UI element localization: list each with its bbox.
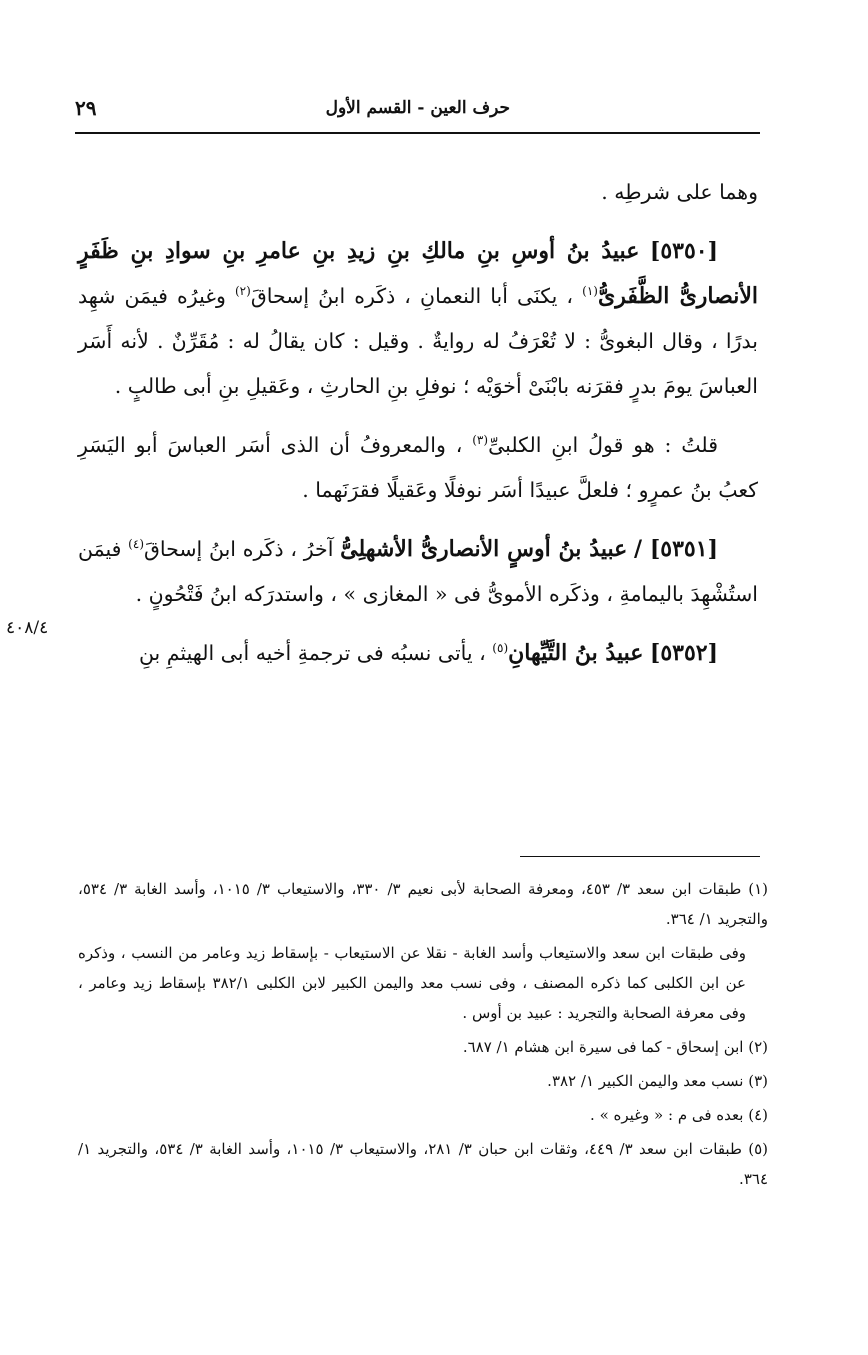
entry-text: وغيرُه فيمَن شهِد بدرًا ، وقال البغوىُّ : لا تُعْرَفُ له روايةٌ . وقيل : كان يقالُ له : مُقَرِّنٌ . لأنه أَسَر العباسَ يومَ بدرٍ فقرَنه بابْنَىْ أخوَيْه ؛ نوفلِ بنِ الحارثِ ، وعَقيلِ بنِ أبى طالبٍ .	[78, 284, 758, 398]
entry-name: عبيدُ بنُ أوسٍ الأنصارىُّ الأشهلِىُّ	[340, 536, 628, 562]
footnote-divider	[520, 856, 760, 857]
comment-text: قلتُ : هو قولُ ابنِ الكلبىِّ	[488, 433, 718, 457]
entry-text: ، يكنَى أبا النعمانِ ، ذكَره ابنُ إسحاقَ	[250, 284, 583, 308]
entry-open-bracket: [	[707, 640, 718, 666]
entry-5350	[78, 229, 758, 409]
footnote-5: (٥) طبقات ابن سعد ٣/ ٤٤٩، وثقات ابن حبان ٣/ ٢٨١، والاستيعاب ٣/ ١٠١٥، وأسد الغابة ٣/ ٥٣٤، والتجريد ١/ ٣٦٤.	[78, 1140, 769, 1188]
entry-number: ٥٣٥٠	[660, 238, 708, 264]
footnote-ref[interactable]: (٣)	[472, 433, 489, 448]
footnote-ref[interactable]: (٤)	[128, 537, 144, 552]
footnotes	[78, 874, 768, 1198]
footnote-ref[interactable]: (٢)	[234, 284, 251, 299]
entry-number: ٥٣٥٢	[660, 640, 708, 666]
entry-name: عبيدُ بنُ أوسِ بنِ مالكِ بنِ زيدِ بنِ عامرِ بنِ سوادِ بنِ ظَفَرٍ الأنصارىُّ الظَّفَرىُّ	[78, 238, 758, 309]
main-text	[78, 170, 758, 690]
header-title: حرف العين - القسم الأول	[325, 98, 510, 118]
entry-number: ٥٣٥١	[660, 536, 708, 562]
paragraph-comment	[78, 423, 758, 513]
entry-open-bracket: [	[707, 238, 718, 264]
comment-text: ، والمعروفُ أن الذى أسَر العباسَ أبو اليَسَرِ كعبُ بنُ عمرٍو ؛ فلعلَّ عبيدًا أسَر نوفلًا وعَقيلًا فقرَنَهما .	[78, 433, 758, 502]
entry-5352	[78, 631, 758, 676]
footnote-4: (٤) بعده فى م : « وغيره » .	[590, 1106, 768, 1124]
footnote-ref[interactable]: (٥)	[492, 641, 509, 656]
footnote-3: (٣) نسب معد واليمن الكبير ١/ ٣٨٢.	[547, 1072, 768, 1090]
entry-text: آخرُ ، ذكَره ابنُ إسحاقَ	[144, 537, 341, 561]
margin-volume-page-note: ٤٠٨/٤	[6, 618, 49, 638]
entry-name: عبيدُ بنُ التَّيِّهانِ	[508, 640, 644, 666]
entry-close-bracket: ] /	[633, 536, 661, 562]
footnote-2: (٢) ابن إسحاق - كما فى سيرة ابن هشام ١/ ٦٨٧.	[462, 1038, 768, 1056]
running-header	[75, 92, 760, 134]
footnote-ref[interactable]: (١)	[582, 284, 598, 299]
paragraph-intro: وهما على شرطِه .	[601, 180, 758, 204]
page-number: ٢٩	[75, 96, 97, 120]
footnote-1: (١) طبقات ابن سعد ٣/ ٤٥٣، ومعرفة الصحابة لأبى نعيم ٣/ ٣٣٠، والاستيعاب ٣/ ١٠١٥، وأسد الغابة ٣/ ٥٣٤، والتجريد ١/ ٣٦٤.	[78, 880, 769, 928]
entry-close-bracket: ]	[649, 640, 661, 666]
entry-open-bracket: [	[707, 536, 718, 562]
entry-5351	[78, 527, 758, 617]
entry-text: ، يأتى نسبُه فى ترجمةِ أخيه أبى الهيثمِ بنِ	[138, 641, 493, 665]
footnote-1-continuation: وفى طبقات ابن سعد والاستيعاب وأسد الغابة - نقلا عن الاستيعاب - بإسقاط زيد وعامر من النسب ، وذكره عن ابن الكلبى كما ذكره المصنف ، وفى نسب معد واليمن الكبير لابن الكلبى ٣٨٢/١ بإسقاط زيد وعامر ، وفى معرفة الصحابة والتجريد : عبيد بن أوس .	[78, 944, 746, 1022]
entry-close-bracket: ]	[649, 238, 661, 264]
entry-text: فيمَن استُشْهِدَ باليمامةِ ، وذكَره الأموىُّ فى « المغازى » ، واستدرَكه ابنُ فَتْحُونٍ .	[78, 537, 758, 606]
